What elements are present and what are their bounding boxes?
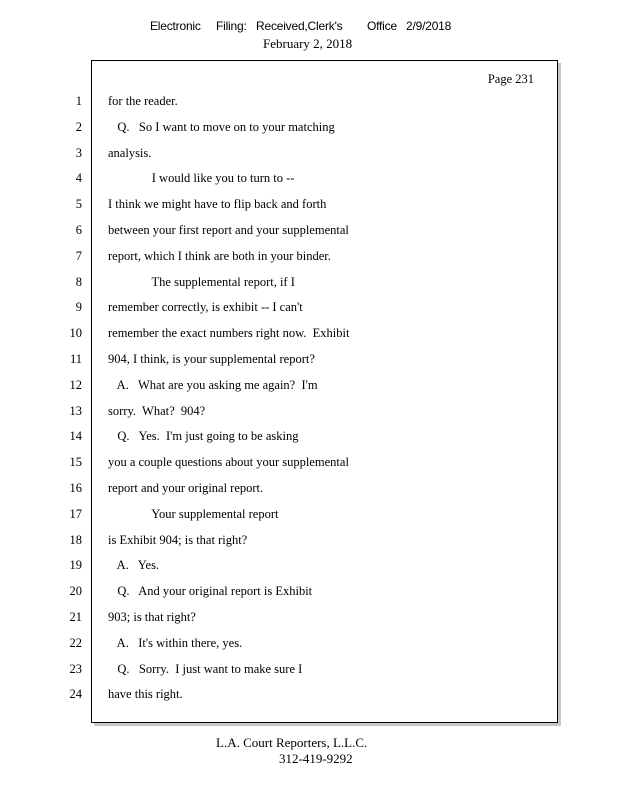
line-number: 4 [75, 171, 82, 185]
transcript-line-text: Your supplemental report [108, 507, 279, 521]
transcript-line-text: between your first report and your supplemental [108, 223, 349, 237]
line-number: 17 [69, 507, 82, 521]
stamp-electronic: Electronic [150, 19, 201, 33]
transcript-line-text: A. What are you asking me again? I'm [108, 378, 318, 392]
transcript-line-text: have this right. [108, 687, 183, 701]
line-number: 10 [69, 326, 82, 340]
line-number: 14 [69, 429, 82, 443]
line-number: 13 [69, 404, 82, 418]
transcript-line-text: 903; is that right? [108, 610, 196, 624]
line-number: 15 [69, 455, 82, 469]
line-number: 8 [75, 275, 82, 289]
transcript-line-text: Q. And your original report is Exhibit [108, 584, 313, 598]
line-number: 11 [69, 352, 82, 366]
stamp-filing: Filing: [216, 19, 247, 33]
page-number: Page 231 [487, 72, 534, 86]
transcript-line-text: I think we might have to flip back and forth [108, 197, 327, 211]
line-number: 5 [75, 197, 82, 211]
line-number: 6 [75, 223, 82, 237]
transcript-line-text: is Exhibit 904; is that right? [108, 533, 248, 547]
stamp-office: Office [367, 19, 397, 33]
line-number: 12 [69, 378, 82, 392]
filed-date: February 2, 2018 [263, 36, 353, 51]
line-number: 19 [69, 558, 82, 572]
line-number: 21 [69, 610, 82, 624]
line-number: 1 [75, 94, 82, 108]
transcript-line-text: report and your original report. [108, 481, 264, 495]
transcript-line-text: A. It's within there, yes. [108, 636, 243, 650]
transcript-line-text: sorry. What? 904? [108, 404, 206, 418]
line-number: 3 [75, 146, 82, 160]
line-number: 20 [69, 584, 82, 598]
footer-firm: L.A. Court Reporters, L.L.C. [216, 735, 368, 750]
transcript-line-text: report, which I think are both in your binder. [108, 249, 331, 263]
stamp-date: 2/9/2018 [406, 19, 452, 33]
footer-phone: 312-419-9292 [279, 751, 353, 766]
line-number: 22 [69, 636, 82, 650]
transcript-line-text: A. Yes. [108, 558, 160, 572]
transcript-line-text: Q. Sorry. I just want to make sure I [108, 662, 303, 676]
transcript-line-text: Q. So I want to move on to your matching [108, 120, 335, 134]
transcript-line-text: remember correctly, is exhibit -- I can't [108, 300, 303, 314]
line-number: 24 [69, 687, 82, 701]
transcript-line-text: Q. Yes. I'm just going to be asking [108, 429, 299, 443]
transcript-line-text: The supplemental report, if I [108, 275, 295, 289]
stamp-received: Received,Clerk's [256, 19, 343, 33]
transcript-line-text: 904, I think, is your supplemental report? [108, 352, 315, 366]
line-number: 23 [69, 662, 82, 676]
line-number: 9 [75, 300, 82, 314]
transcript-line-text: you a couple questions about your supplemental [108, 455, 349, 469]
transcript-line-text: for the reader. [108, 94, 178, 108]
transcript-line-text: I would like you to turn to -- [108, 171, 295, 185]
transcript-line-text: analysis. [108, 146, 152, 160]
line-number: 18 [69, 533, 82, 547]
transcript-line-text: remember the exact numbers right now. Exhibit [108, 326, 350, 340]
line-number: 7 [75, 249, 82, 263]
line-number: 2 [75, 120, 82, 134]
line-number: 16 [69, 481, 82, 495]
